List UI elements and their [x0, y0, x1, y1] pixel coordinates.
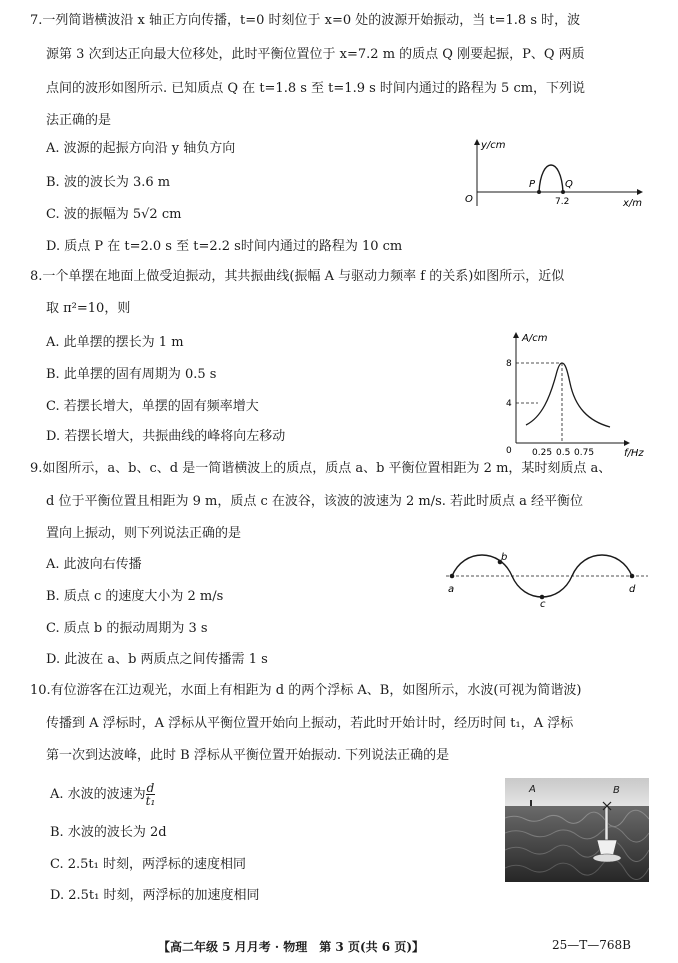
q9-option-c: C. 质点 b 的振动周期为 3 s — [46, 621, 208, 636]
q9-label-c: c — [540, 599, 546, 608]
q8-x-tick-2: 0.5 — [556, 448, 571, 458]
q7-p-label: P — [529, 179, 536, 190]
q9-stem-line-1: 9.如图所示，a、b、c、d 是一简谐横波上的质点，质点 a、b 平衡位置相距为 2 m，某时刻质点 a、 — [30, 461, 612, 476]
q8-option-b: B. 此单摆的固有周期为 0.5 s — [46, 367, 217, 382]
q9-option-d: D. 此波在 a、b 两质点之间传播需 1 s — [46, 652, 268, 667]
q10-photo-label-a: A — [529, 784, 536, 795]
q8-origin-label: 0 — [506, 446, 512, 456]
q9-stem-line-2: d 位于平衡位置且相距为 9 m，质点 c 在波谷，该波的波速为 2 m/s. 若此时质点 a 经平衡位 — [46, 494, 584, 509]
q10-stem-line-1: 10.有位游客在江边观光，水面上有相距为 d 的两个浮标 A、B，如图所示，水波(可视为简谐波) — [30, 683, 582, 698]
q7-option-a: A. 波源的起振方向沿 y 轴负方向 — [46, 141, 236, 156]
q10-buoy-b-base — [593, 854, 621, 862]
q10-stem-line-2: 传播到 A 浮标时，A 浮标从平衡位置开始向上振动，若此时开始计时，经历时间 t₁，A 浮标 — [46, 716, 574, 731]
q10-option-c: C. 2.5t₁ 时刻，两浮标的速度相同 — [50, 857, 246, 872]
q10-option-b: B. 水波的波长为 2d — [50, 825, 167, 840]
q8-resonance-figure — [492, 325, 672, 465]
q10-photo-label-b: B — [613, 785, 620, 796]
q9-label-d: d — [629, 584, 636, 595]
q7-option-c: C. 波的振幅为 5√2 cm — [46, 207, 182, 222]
q7-wave-hump — [539, 165, 563, 192]
q9-point-d — [630, 574, 635, 579]
q8-option-d: D. 若摆长增大，共振曲线的峰将向左移动 — [46, 429, 286, 444]
q8-x-tick-3: 0.75 — [574, 448, 595, 458]
q7-stem-line-2: 源第 3 次到达正向最大位移处，此时平衡位置位于 x=7.2 m 的质点 Q 刚要起振，P、Q 两质 — [46, 47, 585, 62]
q9-label-b: b — [501, 552, 508, 563]
q7-x-label: x/m — [623, 198, 643, 209]
q8-x-label: f/Hz — [624, 448, 644, 459]
q7-wave-figure — [455, 136, 655, 216]
q7-y-label: y/cm — [481, 140, 506, 151]
q7-stem-line-4: 法正确的是 — [46, 113, 112, 128]
q10-fraction-denominator: t₁ — [145, 794, 156, 808]
q8-y-tick-8: 8 — [506, 359, 512, 369]
page-footer-code: 25—T—768B — [552, 938, 631, 952]
q7-stem-line-1: 7.一列简谐横波沿 x 轴正方向传播，t=0 时刻位于 x=0 处的波源开始振动，当 t=1.8 s 时，波 — [30, 13, 581, 28]
q9-label-a: a — [448, 584, 455, 595]
q7-tick-label: 7.2 — [555, 197, 570, 207]
q8-option-a: A. 此单摆的摆长为 1 m — [46, 335, 184, 350]
q7-point-p — [537, 190, 541, 194]
q8-x-arrow — [624, 440, 630, 446]
q7-point-q — [561, 190, 565, 194]
q7-origin-label: O — [465, 194, 473, 205]
q7-option-b: B. 波的波长为 3.6 m — [46, 175, 171, 190]
q7-q-label: Q — [565, 179, 573, 190]
q9-point-a — [450, 574, 455, 579]
q8-option-c: C. 若摆长增大，单摆的固有频率增大 — [46, 399, 259, 414]
q10-option-a-fraction — [146, 782, 156, 807]
q9-option-b: B. 质点 c 的速度大小为 2 m/s — [46, 589, 224, 604]
q8-y-label: A/cm — [522, 333, 548, 344]
q10-option-d: D. 2.5t₁ 时刻，两浮标的加速度相同 — [50, 888, 260, 903]
q7-x-arrow — [637, 189, 643, 195]
q8-y-tick-4: 4 — [506, 399, 512, 409]
q10-buoy-photo — [505, 778, 649, 882]
q7-y-arrow — [474, 139, 480, 145]
page-footer-info: 【高二年级 5 月月考 · 物理 第 3 页(共 6 页)】 — [158, 940, 425, 954]
q7-stem-line-3: 点间的波形如图所示. 已知质点 Q 在 t=1.8 s 至 t=1.9 s 时间内通过的路程为 5 cm，下列说 — [46, 81, 586, 96]
q8-resonance-curve — [526, 363, 610, 427]
q10-buoy-b-mast — [605, 806, 608, 840]
q9-option-a: A. 此波向右传播 — [46, 557, 142, 572]
q9-wave-figure — [440, 548, 660, 608]
q8-x-tick-1: 0.25 — [532, 448, 553, 458]
q8-stem-line-2: 取 π²=10，则 — [46, 301, 131, 316]
q7-option-d: D. 质点 P 在 t=2.0 s 至 t=2.2 s时间内通过的路程为 10 cm — [46, 239, 403, 254]
q10-photo-sky — [505, 778, 649, 808]
q10-buoy-a — [530, 800, 532, 806]
q10-option-a-prefix: A. 水波的波速为 — [50, 787, 146, 802]
q10-stem-line-3: 第一次到达波峰，此时 B 浮标从平衡位置开始振动. 下列说法正确的是 — [46, 748, 450, 763]
q10-fraction-numerator: d — [146, 781, 155, 795]
q8-stem-line-1: 8.一个单摆在地面上做受迫振动，其共振曲线(振幅 A 与驱动力频率 f 的关系)如图所示，近似 — [30, 269, 565, 284]
q8-y-arrow — [513, 332, 519, 338]
q10-option-a — [50, 782, 155, 807]
q9-stem-line-3: 置向上振动，则下列说法正确的是 — [46, 526, 242, 541]
